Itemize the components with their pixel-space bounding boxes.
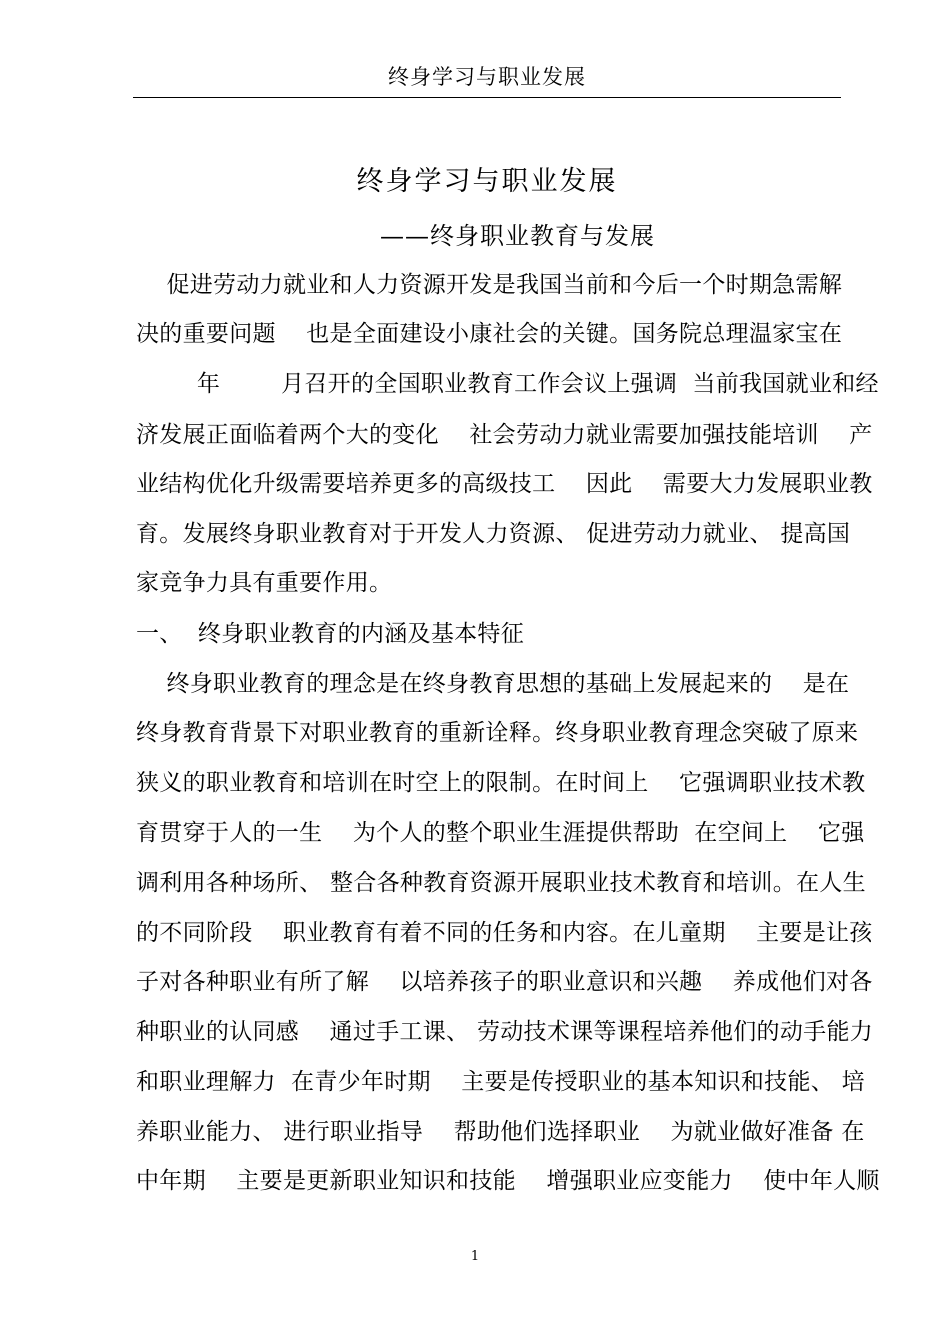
body-line: 终身职业教育的理念是在终身教育思想的基础上发展起来的 是在	[136, 671, 850, 697]
body-line: 育。发展终身职业教育对于开发人力资源、 促进劳动力就业、 提高国	[136, 521, 851, 547]
body-line: 狭义的职业教育和培训在时空上的限制。在时间上 它强调职业技术教	[136, 770, 866, 796]
body-line: 终身教育背景下对职业教育的重新诠释。终身职业教育理念突破了原来	[136, 720, 859, 746]
section-heading: 一、 终身职业教育的内涵及基本特征	[136, 621, 525, 647]
running-header: 终身学习与职业发展	[388, 65, 586, 89]
body-line: 育贯穿于人的一生 为个人的整个职业生涯提供帮助 在空间上 它强	[136, 820, 865, 846]
header-divider	[133, 97, 841, 98]
body-line: 年 月召开的全国职业教育工作会议上强调 当前我国就业和经	[136, 371, 879, 397]
body-line: 济发展正面临着两个大的变化 社会劳动力就业需要加强技能培训 产	[136, 422, 873, 448]
body-line: 调利用各种场所、 整合各种教育资源开展职业技术教育和培训。在人生	[136, 870, 866, 896]
body-line: 和职业理解力 在青少年时期 主要是传授职业的基本知识和技能、 培	[136, 1069, 865, 1095]
body-line: 的不同阶段 职业教育有着不同的任务和内容。在儿童期 主要是让孩	[136, 920, 873, 946]
body-line: 家竞争力具有重要作用。	[136, 570, 393, 596]
body-line: 中年期 主要是更新职业知识和技能 增强职业应变能力 使中年人顺	[136, 1168, 880, 1194]
body-line: 子对各种职业有所了解 以培养孩子的职业意识和兴趣 养成他们对各	[136, 969, 873, 995]
body-line: 业结构优化升级需要培养更多的高级技工 因此 需要大力发展职业教	[136, 471, 873, 497]
page-number: 1	[470, 1249, 480, 1264]
document-subtitle: ——终身职业教育与发展	[380, 222, 655, 250]
body-line: 决的重要问题 也是全面建设小康社会的关键。国务院总理温家宝在	[136, 321, 843, 347]
body-line: 促进劳动力就业和人力资源开发是我国当前和今后一个时期急需解	[136, 272, 843, 298]
body-line: 养职业能力、 进行职业指导 帮助他们选择职业 为就业做好准备 在	[136, 1119, 865, 1145]
body-line: 种职业的认同感 通过手工课、 劳动技术课等课程培养他们的动手能力	[136, 1019, 874, 1045]
document-title: 终身学习与职业发展	[356, 166, 618, 197]
